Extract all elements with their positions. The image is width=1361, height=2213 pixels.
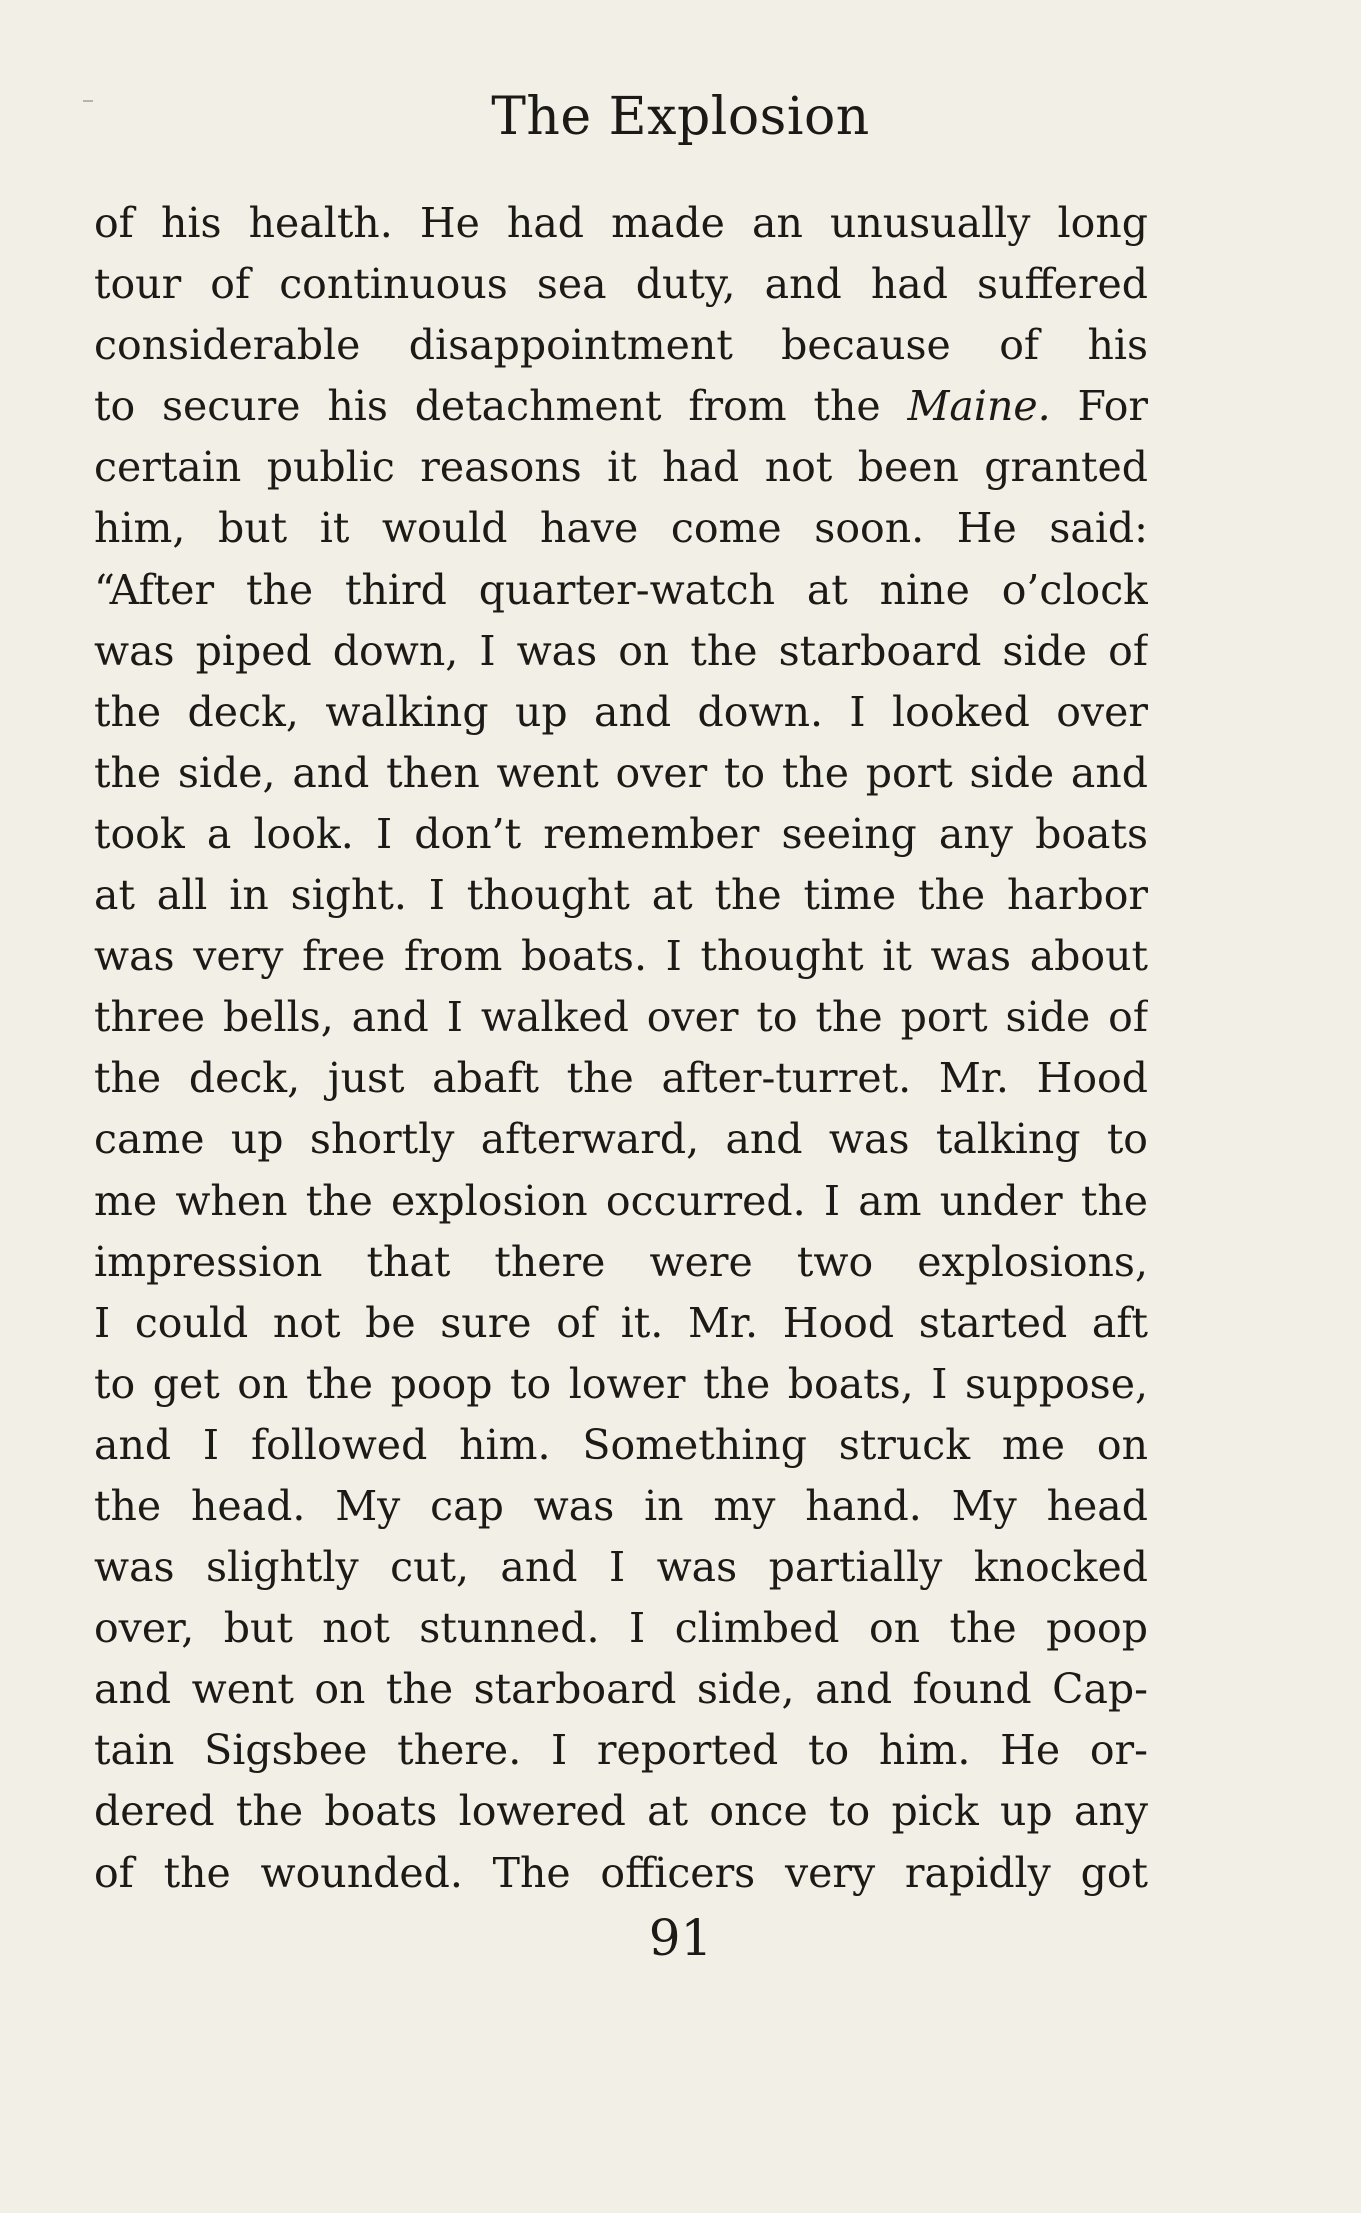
text-segment: certain public reasons it had not been granted	[94, 443, 1148, 492]
text-segment: and went on the starboard side, and found Cap-	[94, 1665, 1148, 1714]
text-line	[94, 865, 1148, 926]
text-line	[94, 1720, 1148, 1781]
text-line	[94, 1843, 1148, 1904]
text-line	[94, 1598, 1148, 1659]
text-segment: I could not be sure of it. Mr. Hood started aft	[94, 1298, 1148, 1347]
text-line	[94, 315, 1148, 376]
text-segment: “After the third quarter-watch at nine o’clock	[94, 565, 1148, 614]
text-segment: me when the explosion occurred. I am under the	[94, 1176, 1148, 1225]
text-line	[94, 987, 1148, 1048]
text-segment: considerable disappointment because of his	[94, 321, 1148, 370]
text-segment: took a look. I don’t remember seeing any boats	[94, 809, 1148, 858]
text-segment: was very free from boats. I thought it was about	[94, 932, 1148, 981]
text-line	[94, 743, 1148, 804]
text-segment: to get on the poop to lower the boats, I suppose,	[94, 1359, 1148, 1408]
text-line	[94, 1109, 1148, 1170]
text-line	[94, 804, 1148, 865]
text-line	[94, 498, 1148, 559]
text-segment: the head. My cap was in my hand. My head	[94, 1481, 1148, 1530]
text-segment: tour of continuous sea duty, and had suffered	[94, 260, 1148, 309]
text-line	[94, 376, 1148, 437]
text-line	[94, 1415, 1148, 1476]
text-segment: For	[1050, 382, 1148, 431]
text-segment: tain Sigsbee there. I reported to him. He or-	[94, 1726, 1148, 1775]
text-line	[94, 1659, 1148, 1720]
text-segment: and I followed him. Something struck me on	[94, 1420, 1148, 1469]
text-segment: of his health. He had made an unusually long	[94, 199, 1148, 247]
text-line	[94, 560, 1148, 621]
text-line	[94, 193, 1148, 254]
text-line	[94, 437, 1148, 498]
text-line	[94, 1781, 1148, 1842]
text-line	[94, 682, 1148, 743]
text-line	[94, 1293, 1148, 1354]
text-segment: to secure his detachment from the	[94, 382, 908, 431]
text-line	[94, 1048, 1148, 1109]
body-text	[94, 193, 1148, 1904]
text-line	[94, 1171, 1148, 1232]
text-line	[94, 1476, 1148, 1537]
text-segment: over, but not stunned. I climbed on the poop	[94, 1604, 1148, 1653]
running-head: The Explosion	[491, 87, 870, 147]
text-segment: the side, and then went over to the port side and	[94, 748, 1148, 797]
italic-ship-name: Maine.	[907, 382, 1051, 431]
text-segment: dered the boats lowered at once to pick up any	[94, 1787, 1148, 1836]
text-segment: three bells, and I walked over to the port side of	[94, 993, 1148, 1042]
text-line	[94, 1354, 1148, 1415]
text-segment: him, but it would have come soon. He said:	[94, 504, 1148, 553]
text-line	[94, 926, 1148, 987]
text-segment: was slightly cut, and I was partially knocked	[94, 1543, 1148, 1592]
text-segment: impression that there were two explosions,	[94, 1237, 1148, 1286]
text-segment: at all in sight. I thought at the time the harbor	[94, 871, 1148, 920]
text-line	[94, 254, 1148, 315]
text-segment: of the wounded. The officers very rapidly got	[94, 1848, 1148, 1897]
text-segment: came up shortly afterward, and was talking to	[94, 1115, 1148, 1164]
text-line	[94, 621, 1148, 682]
page-number: 91	[648, 1909, 713, 1967]
text-line	[94, 1232, 1148, 1293]
text-segment: the deck, just abaft the after-turret. Mr. Hood	[94, 1054, 1148, 1103]
text-line	[94, 1537, 1148, 1598]
text-segment: the deck, walking up and down. I looked over	[94, 687, 1148, 736]
text-segment: was piped down, I was on the starboard side of	[94, 626, 1148, 675]
